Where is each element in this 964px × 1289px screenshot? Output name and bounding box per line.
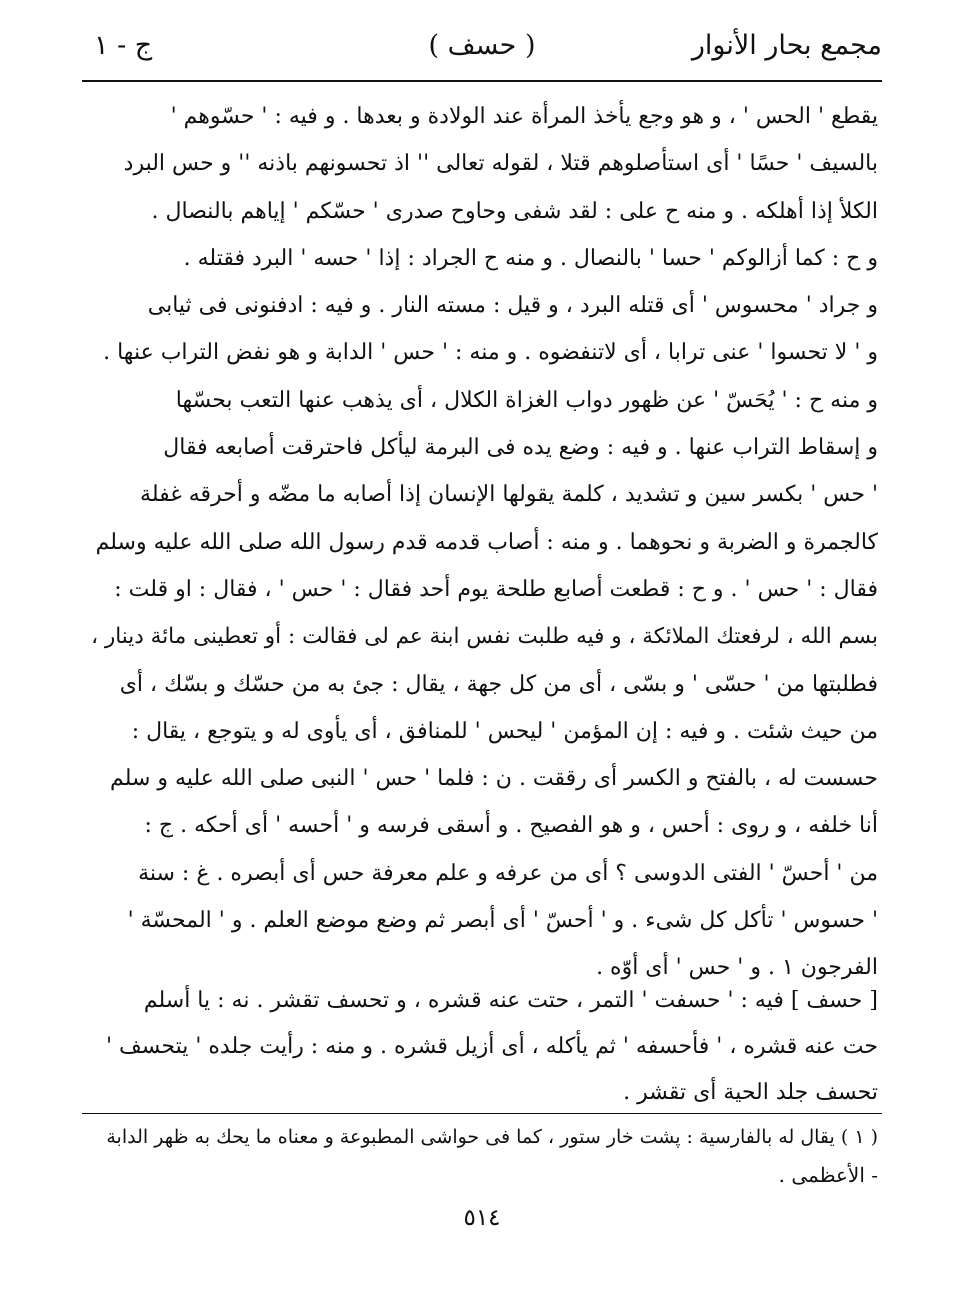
entry-line: [ حسف ] فيه : ' حسفت ' التمر ، حتت عنه قشره ، و تحسف تقشر . نه : يا أسلم (143, 988, 878, 1013)
text-line: و منه ح : ' يُحَسّ ' عن ظهور دواب الغزاة الكلال ، أى يذهب عنها التعب بحسّها (175, 387, 878, 413)
footnote (88, 1118, 878, 1194)
text-line: ' حسوس ' تأكل كل شىء . و ' أحسّ ' أى أبصر ثم وضع موضع العلم . و ' المحسّة ' (127, 908, 878, 934)
entry-line: تحسف جلد الحية أى تقشر . (623, 1080, 878, 1105)
text-line: فقال : ' حس ' . و ح : قطعت أصابع طلحة يوم أحد فقال : ' حس ' ، فقال : او قلت : (114, 576, 878, 602)
text-line: و ' لا تحسوا ' عنى ترابا ، أى لاتنفضوه . و منه : ' حس ' الدابة و هو نفض التراب عنها . (103, 340, 878, 366)
entry-word-heading: ( حسف ) (428, 30, 536, 61)
entry-hasaf (88, 978, 878, 1116)
text-line: يقطع ' الحس ' ، و هو وجع يأخذ المرأة عند الولادة و بعدها . و فيه : ' حسّوهم ' (170, 104, 878, 129)
text-line: من ' أحسّ ' الفتى الدوسى ؟ أى من عرفه و علم معرفة حس أى أبصره . غ : سنة (138, 860, 878, 886)
text-line: كالجمرة و الضربة و نحوهما . و منه : أصاب قدمه قدم رسول الله صلى الله عليه وسلم (95, 529, 878, 555)
footnote-line: - الأعظمى . (778, 1163, 878, 1187)
text-line: الفرجون ١ . و ' حس ' أى أوّه . (596, 955, 878, 981)
main-text (88, 93, 878, 992)
text-line: و إسقاط التراب عنها . و فيه : وضع يده فى البرمة ليأكل فاحترقت أصابعه فقال (163, 435, 878, 461)
text-line: و جراد ' محسوس ' أى قتله البرد ، و قيل : مسته النار . و فيه : ادفنونى فى ثيابى (147, 293, 878, 319)
volume-label: ج - ١ (94, 30, 153, 61)
text-line: فطلبتها من ' حسّى ' و بسّى ، أى من كل جهة ، يقال : جئ به من حسّك و بسّك ، أى (119, 671, 878, 697)
footnote-line: ( ١ ) يقال له بالفارسية : پشت خار ستور ، كما فى حواشى المطبوعة و معناه ما يحك به ظهر الدابة (106, 1126, 878, 1148)
page-header (82, 24, 882, 74)
header-rule (82, 80, 882, 82)
text-line: و ح : كما أزالوكم ' حسا ' بالنصال . و منه ح الجراد : إذا ' حسه ' البرد فقتله . (183, 245, 878, 271)
book-title: مجمع بحار الأنوار (691, 30, 882, 61)
text-line: ' حس ' بكسر سين و تشديد ، كلمة يقولها الإنسان إذا أصابه ما مضّه و أحرقه غفلة (140, 482, 878, 508)
entry-line: حت عنه قشره ، ' فأحسفه ' ثم يأكله ، أى أزيل قشره . و منه : رأيت جلده ' يتحسف ' (105, 1034, 878, 1059)
page-number: ٥١٤ (463, 1205, 501, 1231)
text-line: الكلأ إذا أهلكه . و منه ح علی : لقد شفى وحاوح صدرى ' حسّكم ' إياهم بالنصال . (151, 198, 878, 224)
footnote-rule (82, 1113, 882, 1114)
text-line: أنا خلفه ، و روى : أحس ، و هو الفصيح . و أسقى فرسه و ' أحسه ' أى أحكه . ج : (144, 813, 878, 839)
text-line: بالسيف ' حسًا ' أى استأصلوهم قتلا ، لقوله تعالى '' اذ تحسونهم باذنه '' و حس البرد (123, 151, 878, 177)
text-line: حسست له ، بالفتح و الكسر أى رققت . ن : فلما ' حس ' النبى صلى الله عليه و سلم (110, 766, 878, 792)
text-line: بسم الله ، لرفعتك الملائكة ، و فيه طلبت نفس ابنة عم لى فقالت : أو تعطينى مائة دينار ، (91, 624, 878, 650)
text-line: من حيث شئت . و فيه : إن المؤمن ' ليحس ' للمنافق ، أى يأوى له و يتوجع ، يقال : (131, 718, 878, 744)
